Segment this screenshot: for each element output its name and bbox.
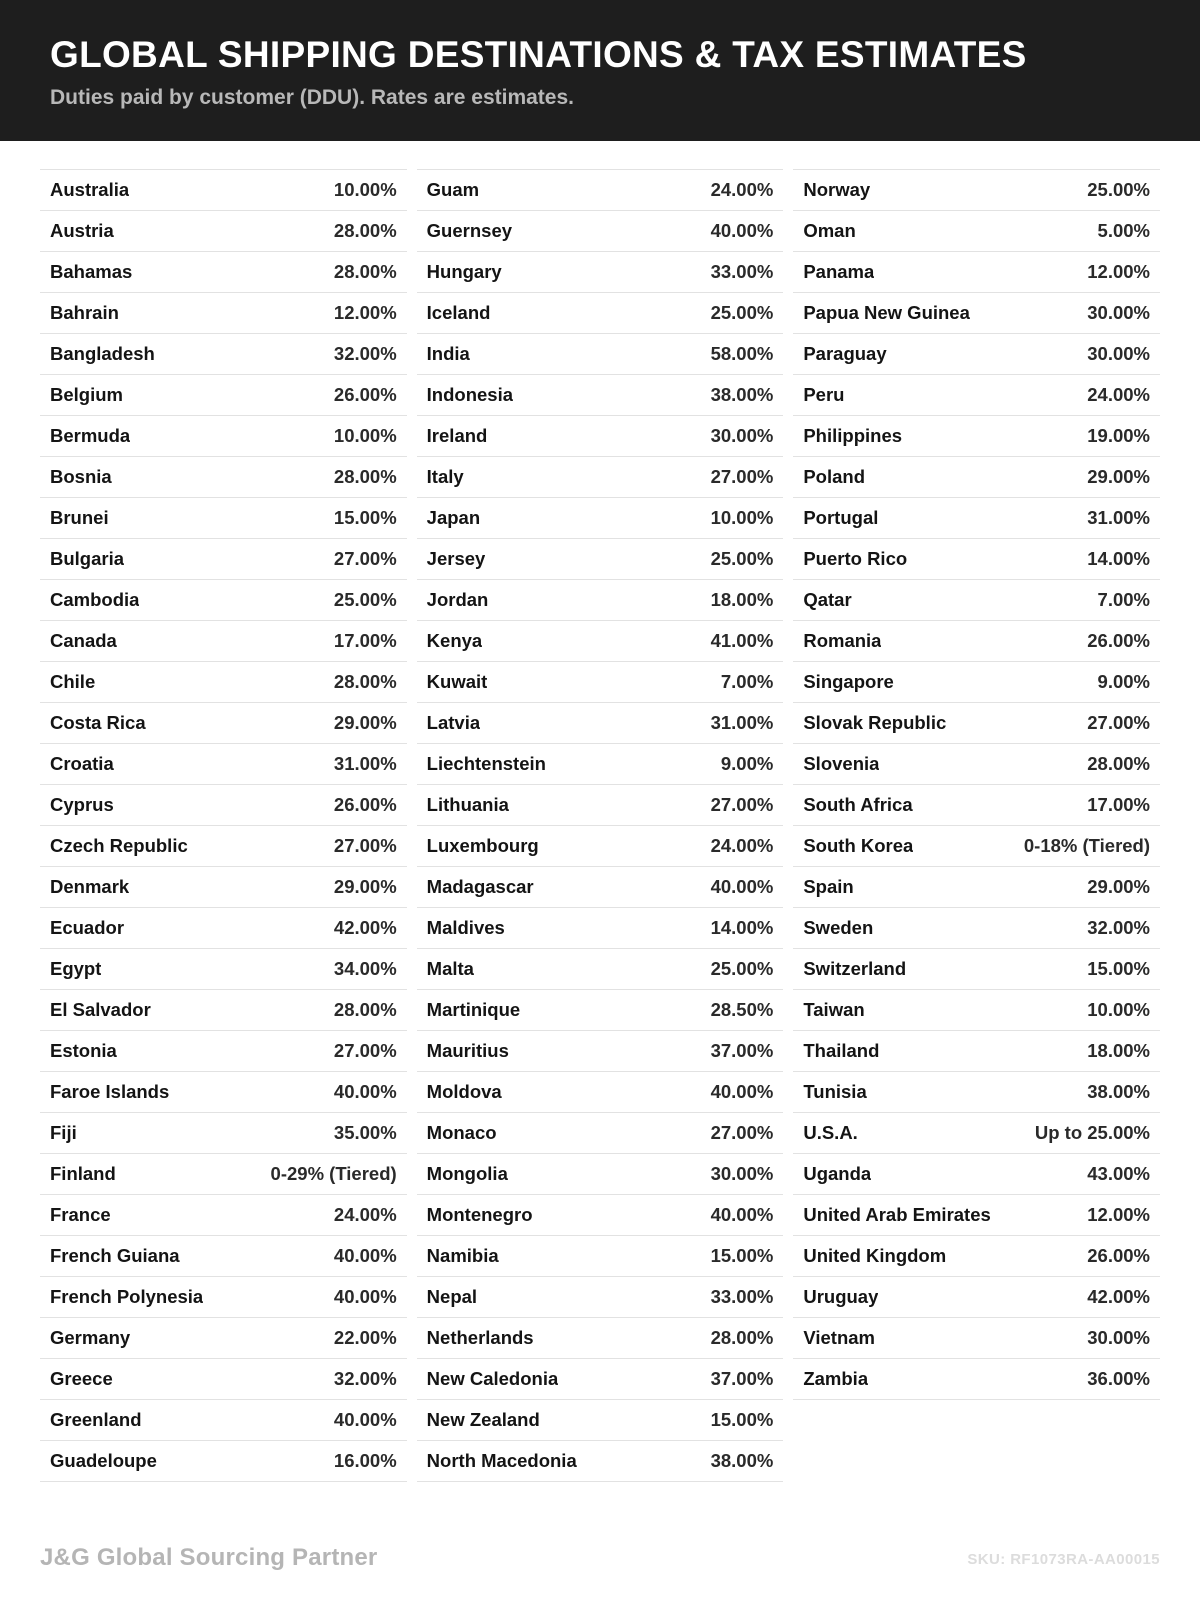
country-name: Slovak Republic xyxy=(803,711,947,733)
table-row xyxy=(793,662,1160,703)
country-name: Singapore xyxy=(803,670,894,692)
tax-rate: 27.00% xyxy=(710,1121,774,1143)
country-name: Taiwan xyxy=(803,998,865,1020)
table-row xyxy=(40,621,407,662)
table-row xyxy=(40,580,407,621)
tax-rate: 42.00% xyxy=(1087,1285,1151,1307)
country-name: Guam xyxy=(426,178,480,200)
table-row xyxy=(40,1072,407,1113)
table-row xyxy=(417,1441,784,1482)
country-name: Fiji xyxy=(50,1121,77,1143)
country-name: Tunisia xyxy=(803,1080,867,1102)
tax-rate: 37.00% xyxy=(710,1367,774,1389)
table-row xyxy=(793,949,1160,990)
tax-rate: 25.00% xyxy=(1087,178,1151,200)
table-row xyxy=(417,908,784,949)
country-name: Costa Rica xyxy=(50,711,146,733)
country-name: Australia xyxy=(50,178,130,200)
tax-rate: 15.00% xyxy=(710,1244,774,1266)
country-name: Slovenia xyxy=(803,752,880,774)
tax-rate: 28.00% xyxy=(333,260,397,282)
table-row xyxy=(793,580,1160,621)
table-column-2 xyxy=(417,169,784,1482)
table-row xyxy=(40,785,407,826)
tax-rate: 40.00% xyxy=(333,1285,397,1307)
table-row xyxy=(793,744,1160,785)
country-name: India xyxy=(426,342,470,364)
tax-rate: 38.00% xyxy=(710,383,774,405)
page-header xyxy=(0,0,1200,141)
table-row xyxy=(793,1072,1160,1113)
country-name: Peru xyxy=(803,383,845,405)
country-name: French Polynesia xyxy=(50,1285,204,1307)
country-name: Lithuania xyxy=(426,793,509,815)
country-name: Liechtenstein xyxy=(426,752,546,774)
table-row xyxy=(40,703,407,744)
table-row xyxy=(417,1400,784,1441)
table-row xyxy=(417,744,784,785)
country-name: Greenland xyxy=(50,1408,142,1430)
table-row xyxy=(417,990,784,1031)
tax-rate: 18.00% xyxy=(1087,1039,1151,1061)
country-name: Hungary xyxy=(426,260,502,282)
table-row xyxy=(40,662,407,703)
tax-rate: 30.00% xyxy=(710,424,774,446)
tax-rate: 27.00% xyxy=(710,793,774,815)
country-name: Finland xyxy=(50,1162,116,1184)
tax-rate: 15.00% xyxy=(333,506,397,528)
tax-rate: 12.00% xyxy=(1087,260,1151,282)
tax-rate: 14.00% xyxy=(710,916,774,938)
tax-rate: 35.00% xyxy=(333,1121,397,1143)
table-row xyxy=(417,1154,784,1195)
table-row xyxy=(417,1113,784,1154)
tax-rate: 28.00% xyxy=(710,1326,774,1348)
table-row xyxy=(417,949,784,990)
country-name: Uganda xyxy=(803,1162,872,1184)
country-name: Thailand xyxy=(803,1039,880,1061)
tax-rate: 27.00% xyxy=(1087,711,1151,733)
tax-rate: 5.00% xyxy=(1097,219,1151,241)
tax-rate: 22.00% xyxy=(333,1326,397,1348)
country-name: Vietnam xyxy=(803,1326,875,1348)
country-name: Austria xyxy=(50,219,114,241)
country-name: Ireland xyxy=(426,424,488,446)
tax-rate: 27.00% xyxy=(333,834,397,856)
table-row xyxy=(417,169,784,211)
table-row xyxy=(40,375,407,416)
table-row xyxy=(417,662,784,703)
tax-rate: 27.00% xyxy=(333,547,397,569)
table-row xyxy=(40,1195,407,1236)
tax-rate: 40.00% xyxy=(710,875,774,897)
table-row xyxy=(417,785,784,826)
tax-rate: 58.00% xyxy=(710,342,774,364)
tax-rate: 28.00% xyxy=(333,670,397,692)
country-name: Montenegro xyxy=(426,1203,533,1225)
country-name: Maldives xyxy=(426,916,505,938)
table-row xyxy=(793,539,1160,580)
table-row xyxy=(417,1236,784,1277)
table-row xyxy=(417,498,784,539)
table-row xyxy=(40,1277,407,1318)
country-name: United Kingdom xyxy=(803,1244,947,1266)
country-name: Bahamas xyxy=(50,260,133,282)
country-name: Czech Republic xyxy=(50,834,188,856)
tax-rate: 18.00% xyxy=(710,588,774,610)
table-row xyxy=(793,908,1160,949)
tax-rate: 29.00% xyxy=(1087,465,1151,487)
country-name: Bermuda xyxy=(50,424,131,446)
country-name: Spain xyxy=(803,875,854,897)
country-name: Guernsey xyxy=(426,219,513,241)
table-row xyxy=(793,1277,1160,1318)
country-name: Guadeloupe xyxy=(50,1449,157,1471)
country-name: Mauritius xyxy=(426,1039,509,1061)
tax-rate: 29.00% xyxy=(1087,875,1151,897)
table-columns xyxy=(40,169,1160,1482)
tax-rate: 7.00% xyxy=(1097,588,1151,610)
country-name: Philippines xyxy=(803,424,903,446)
tax-rate: 30.00% xyxy=(1087,342,1151,364)
table-row xyxy=(417,252,784,293)
table-row xyxy=(793,375,1160,416)
tax-rate: 9.00% xyxy=(720,752,774,774)
tax-rate: 32.00% xyxy=(333,342,397,364)
table-row xyxy=(417,334,784,375)
country-name: Indonesia xyxy=(426,383,514,405)
tax-rate: 0-29% (Tiered) xyxy=(270,1162,397,1184)
tax-rate: 7.00% xyxy=(720,670,774,692)
country-name: Norway xyxy=(803,178,871,200)
country-name: Malta xyxy=(426,957,474,979)
tax-rate: 43.00% xyxy=(1087,1162,1151,1184)
country-name: Luxembourg xyxy=(426,834,539,856)
tax-rate: 25.00% xyxy=(710,301,774,323)
tax-rate: 12.00% xyxy=(1087,1203,1151,1225)
table-row xyxy=(793,990,1160,1031)
tax-rate: 17.00% xyxy=(1087,793,1151,815)
table-row xyxy=(793,1359,1160,1400)
tax-rate: 24.00% xyxy=(710,178,774,200)
footer-sku: SKU: RF1073RA-AA00015 xyxy=(967,1551,1160,1568)
tax-rate: 28.00% xyxy=(1087,752,1151,774)
table-row xyxy=(40,211,407,252)
country-name: Jordan xyxy=(426,588,489,610)
table-row xyxy=(793,457,1160,498)
country-name: Germany xyxy=(50,1326,131,1348)
country-name: Poland xyxy=(803,465,866,487)
country-name: New Caledonia xyxy=(426,1367,559,1389)
tax-rate: 28.50% xyxy=(710,998,774,1020)
table-row xyxy=(417,703,784,744)
table-row xyxy=(417,1072,784,1113)
table-row xyxy=(40,169,407,211)
country-name: Bahrain xyxy=(50,301,119,323)
country-name: Monaco xyxy=(426,1121,497,1143)
tax-rate: 10.00% xyxy=(1087,998,1151,1020)
country-name: New Zealand xyxy=(426,1408,540,1430)
country-name: South Africa xyxy=(803,793,913,815)
table-row xyxy=(40,457,407,498)
tax-rate: 25.00% xyxy=(333,588,397,610)
country-name: Panama xyxy=(803,260,875,282)
country-name: Canada xyxy=(50,629,117,651)
tax-rate: 9.00% xyxy=(1097,670,1151,692)
tax-rate: 38.00% xyxy=(710,1449,774,1471)
tax-rate: 12.00% xyxy=(333,301,397,323)
country-name: Zambia xyxy=(803,1367,869,1389)
table-row xyxy=(417,416,784,457)
table-row xyxy=(417,457,784,498)
tax-rate: 10.00% xyxy=(333,178,397,200)
tax-rate: 27.00% xyxy=(710,465,774,487)
country-name: Bosnia xyxy=(50,465,112,487)
table-row xyxy=(40,334,407,375)
tax-rate: 31.00% xyxy=(333,752,397,774)
country-name: United Arab Emirates xyxy=(803,1203,991,1225)
table-row xyxy=(793,826,1160,867)
table-row xyxy=(40,416,407,457)
country-name: France xyxy=(50,1203,111,1225)
country-name: El Salvador xyxy=(50,998,151,1020)
table-row xyxy=(40,498,407,539)
tax-rate: 25.00% xyxy=(710,957,774,979)
country-name: Romania xyxy=(803,629,882,651)
tax-rate: 24.00% xyxy=(1087,383,1151,405)
table-column-3 xyxy=(793,169,1160,1400)
country-name: Estonia xyxy=(50,1039,117,1061)
tax-rate: 26.00% xyxy=(333,793,397,815)
tax-rate: 0-18% (Tiered) xyxy=(1023,834,1151,856)
tax-rate: 40.00% xyxy=(710,1080,774,1102)
table-row xyxy=(40,1441,407,1482)
tax-rate: 28.00% xyxy=(333,465,397,487)
country-name: French Guiana xyxy=(50,1244,180,1266)
country-name: Italy xyxy=(426,465,464,487)
tax-rate: 31.00% xyxy=(1087,506,1151,528)
tax-rate: 19.00% xyxy=(1087,424,1151,446)
tax-rate: 40.00% xyxy=(333,1408,397,1430)
tax-rate: 32.00% xyxy=(1087,916,1151,938)
country-name: South Korea xyxy=(803,834,914,856)
tax-rate: 41.00% xyxy=(710,629,774,651)
table-row xyxy=(417,375,784,416)
tax-rate: 29.00% xyxy=(333,711,397,733)
country-name: Brunei xyxy=(50,506,109,528)
table-row xyxy=(40,293,407,334)
table-row xyxy=(793,1318,1160,1359)
tax-rate: 30.00% xyxy=(710,1162,774,1184)
country-name: Latvia xyxy=(426,711,481,733)
country-name: Puerto Rico xyxy=(803,547,908,569)
country-name: Japan xyxy=(426,506,481,528)
country-name: Cyprus xyxy=(50,793,114,815)
tax-rate: 30.00% xyxy=(1087,1326,1151,1348)
table-row xyxy=(793,785,1160,826)
tax-rate: Up to 25.00% xyxy=(1034,1121,1151,1143)
table-column-1 xyxy=(40,169,407,1482)
tax-rate: 42.00% xyxy=(333,916,397,938)
table-row xyxy=(40,539,407,580)
tax-rate: 28.00% xyxy=(333,219,397,241)
table-row xyxy=(40,1031,407,1072)
table-row xyxy=(417,580,784,621)
tax-rate: 17.00% xyxy=(333,629,397,651)
tax-rate: 30.00% xyxy=(1087,301,1151,323)
tax-rate: 40.00% xyxy=(710,1203,774,1225)
table-row xyxy=(40,908,407,949)
country-name: Croatia xyxy=(50,752,114,774)
table-row xyxy=(40,949,407,990)
country-name: Belgium xyxy=(50,383,123,405)
tax-rate: 32.00% xyxy=(333,1367,397,1389)
footer-brand: J&G Global Sourcing Partner xyxy=(40,1544,378,1571)
tax-rate: 26.00% xyxy=(333,383,397,405)
table-row xyxy=(417,621,784,662)
country-name: Bangladesh xyxy=(50,342,155,364)
table-row xyxy=(793,211,1160,252)
table-row xyxy=(793,252,1160,293)
tax-rate: 15.00% xyxy=(1087,957,1151,979)
country-name: Netherlands xyxy=(426,1326,534,1348)
tax-rate: 25.00% xyxy=(710,547,774,569)
page-subtitle: Duties paid by customer (DDU). Rates are estimates. xyxy=(50,86,574,110)
country-name: Iceland xyxy=(426,301,491,323)
table-row xyxy=(417,1359,784,1400)
country-name: Kenya xyxy=(426,629,483,651)
table-row xyxy=(793,1195,1160,1236)
tax-rate: 10.00% xyxy=(710,506,774,528)
table-row xyxy=(417,826,784,867)
table-row xyxy=(40,1359,407,1400)
country-name: U.S.A. xyxy=(803,1121,858,1143)
table-row xyxy=(793,1154,1160,1195)
table-row xyxy=(40,826,407,867)
tax-rate: 37.00% xyxy=(710,1039,774,1061)
table-row xyxy=(793,867,1160,908)
country-name: Sweden xyxy=(803,916,874,938)
country-name: Chile xyxy=(50,670,96,692)
country-name: Martinique xyxy=(426,998,521,1020)
tax-rate: 38.00% xyxy=(1087,1080,1151,1102)
country-name: Papua New Guinea xyxy=(803,301,970,323)
table-row xyxy=(793,169,1160,211)
tax-rate: 29.00% xyxy=(333,875,397,897)
tax-rate: 15.00% xyxy=(710,1408,774,1430)
destinations-table xyxy=(0,141,1200,1544)
table-row xyxy=(417,1318,784,1359)
country-name: Oman xyxy=(803,219,856,241)
table-row xyxy=(793,1031,1160,1072)
tax-rate: 24.00% xyxy=(333,1203,397,1225)
tax-rate: 26.00% xyxy=(1087,629,1151,651)
table-row xyxy=(40,1113,407,1154)
country-name: Nepal xyxy=(426,1285,478,1307)
page-title: GLOBAL SHIPPING DESTINATIONS & TAX ESTIMATES xyxy=(50,34,1027,75)
country-name: Denmark xyxy=(50,875,130,897)
country-name: North Macedonia xyxy=(426,1449,577,1471)
table-row xyxy=(417,293,784,334)
country-name: Moldova xyxy=(426,1080,502,1102)
country-name: Kuwait xyxy=(426,670,488,692)
table-row xyxy=(40,744,407,785)
country-name: Paraguay xyxy=(803,342,887,364)
country-name: Madagascar xyxy=(426,875,534,897)
country-name: Qatar xyxy=(803,588,852,610)
country-name: Faroe Islands xyxy=(50,1080,170,1102)
tax-rate: 26.00% xyxy=(1087,1244,1151,1266)
tax-rate: 27.00% xyxy=(333,1039,397,1061)
table-row xyxy=(793,1113,1160,1154)
tax-rate: 16.00% xyxy=(333,1449,397,1471)
country-name: Switzerland xyxy=(803,957,907,979)
tax-rate: 34.00% xyxy=(333,957,397,979)
country-name: Uruguay xyxy=(803,1285,879,1307)
table-row xyxy=(40,1236,407,1277)
table-row xyxy=(417,1195,784,1236)
table-row xyxy=(40,990,407,1031)
tax-rate: 40.00% xyxy=(333,1080,397,1102)
table-row xyxy=(40,867,407,908)
country-name: Cambodia xyxy=(50,588,140,610)
country-name: Namibia xyxy=(426,1244,499,1266)
tax-rate: 40.00% xyxy=(333,1244,397,1266)
country-name: Egypt xyxy=(50,957,102,979)
country-name: Jersey xyxy=(426,547,486,569)
table-row xyxy=(793,334,1160,375)
table-row xyxy=(417,1031,784,1072)
table-row xyxy=(40,1400,407,1441)
country-name: Portugal xyxy=(803,506,879,528)
table-row xyxy=(417,1277,784,1318)
table-row xyxy=(40,1154,407,1195)
table-row xyxy=(40,252,407,293)
table-row xyxy=(793,1236,1160,1277)
table-row xyxy=(793,498,1160,539)
table-row xyxy=(793,416,1160,457)
tax-rate: 24.00% xyxy=(710,834,774,856)
table-row xyxy=(793,293,1160,334)
country-name: Ecuador xyxy=(50,916,125,938)
country-name: Greece xyxy=(50,1367,113,1389)
table-row xyxy=(793,621,1160,662)
table-row xyxy=(793,703,1160,744)
table-row xyxy=(417,539,784,580)
table-row xyxy=(40,1318,407,1359)
tax-rate: 33.00% xyxy=(710,1285,774,1307)
tax-rate: 10.00% xyxy=(333,424,397,446)
country-name: Mongolia xyxy=(426,1162,508,1184)
table-row xyxy=(417,867,784,908)
tax-rate: 33.00% xyxy=(710,260,774,282)
tax-rate: 40.00% xyxy=(710,219,774,241)
country-name: Bulgaria xyxy=(50,547,125,569)
tax-rate: 31.00% xyxy=(710,711,774,733)
tax-rate: 28.00% xyxy=(333,998,397,1020)
tax-rate: 36.00% xyxy=(1087,1367,1151,1389)
page-footer xyxy=(0,1544,1200,1600)
tax-rate: 14.00% xyxy=(1087,547,1151,569)
table-row xyxy=(417,211,784,252)
